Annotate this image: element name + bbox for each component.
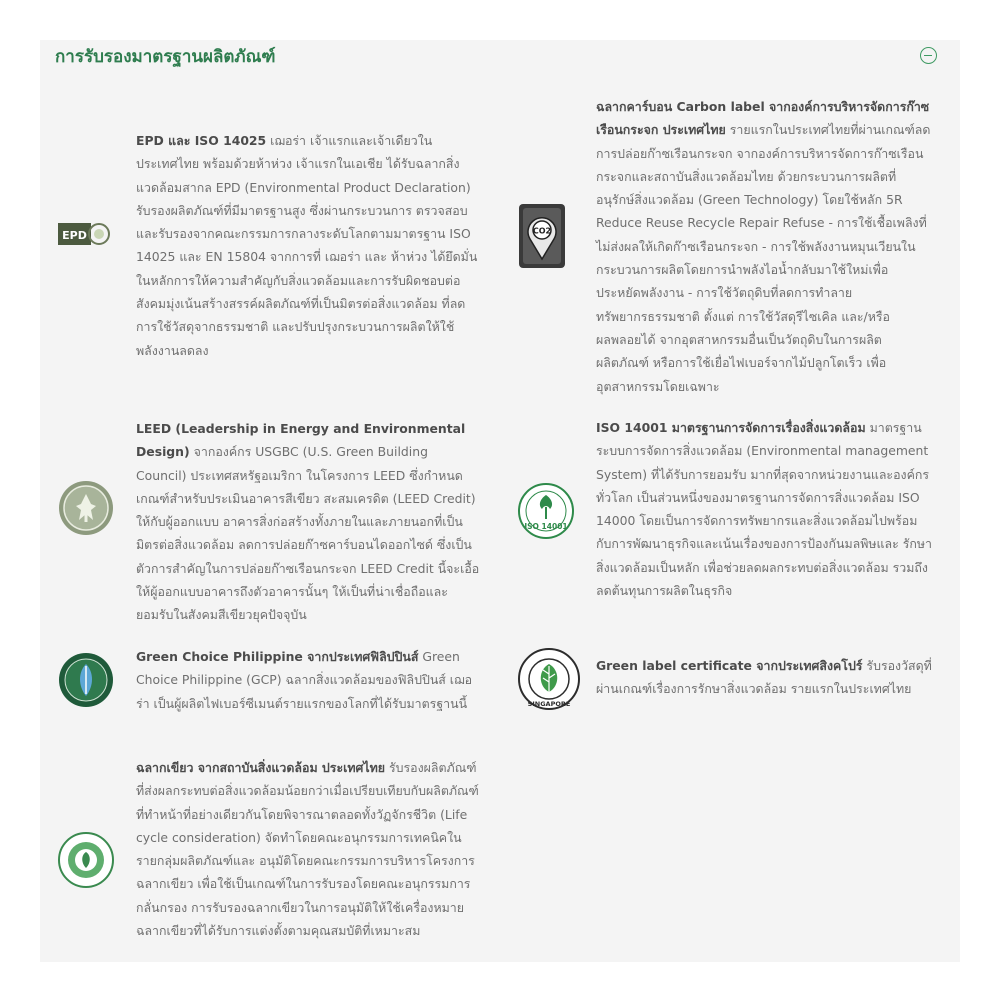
cert-heading: Green Choice Philippine จากประเทศฟิลิปปินส์ <box>136 649 419 664</box>
co2-carbon-label-icon <box>518 203 566 269</box>
cert-text-leed <box>136 417 481 627</box>
cert-heading: ISO 14001 มาตรฐานการจัดการเรื่องสิ่งแวดล้อม <box>596 420 866 435</box>
green-choice-philippines-logo-icon <box>58 652 114 708</box>
green-label-singapore-logo-icon <box>518 648 574 708</box>
cert-heading: Green label certificate จากประเทศสิงคโปร์ <box>596 658 863 673</box>
cert-heading: EPD และ ISO 14025 <box>136 133 267 148</box>
cert-text-green-label-singapore <box>596 654 932 701</box>
cert-heading: LEED (Leadership in Energy and Environmental Design) <box>136 421 466 460</box>
cert-text-thai-green-label <box>136 756 481 942</box>
iso-14001-logo-icon <box>518 483 574 539</box>
cert-text-carbon-label <box>596 95 932 398</box>
cert-text-epd <box>136 129 481 362</box>
cert-body: จากองค์กร USGBC (U.S. Green Building Council) ประเทศสหรัฐอเมริกา ในโครงการ LEED ซึ่งกำหนดเกณฑ์สำหรับประเมินอาคารสีเขียว สะสมเครดิต (LEED Credit) ให้กับผู้ออกแบบ อาคารสิ่งก่อสร้างทั้งภายในและภายนอกที่เป็นมิตรต่อสิ่งแวดล้อม ลดการปล่อยก๊าซคาร์บอนไดออกไซด์ ซึ่งเป็นตัวการสำคัญในการปล่อยก๊าซเรือนกระจก LEED Credit นี้จะเอื้อให้ผู้ออกแบบอาคารถึงตัวอาคารนั้นๆ ให้เป็นที่น่าเชื่อถือและยอมรับในสังคมสีเขียวยุคปัจจุบัน <box>136 444 480 623</box>
panel-header[interactable] <box>40 40 960 74</box>
cert-body: รายแรกในประเทศไทยที่ผ่านเกณฑ์ลดการปล่อยก๊าซเรือนกระจก จากองค์การบริหารจัดการก๊าซเรือนกระจกและสถาบันสิ่งแวดล้อมไทย ด้วยกระบวนการผลิตที่อนุรักษ์สิ่งแวดล้อม (Green Technology) โดยใช้หลัก 5R Reduce Reuse Recycle Repair Refuse - การใช้เชื้อเพลิงที่ไม่ส่งผลให้เกิดก๊าซเรือนกระจก - การใช้พลังงานหมุนเวียนในกระบวนการผลิตโดยการนำพลังไอน้ำกลับมาใช้ใหม่เพื่อประหยัดพลังงาน - การใช้วัตถุดิบที่ลดการทำลายทรัพยากรธรรมชาติ ตั้งแต่ การใช้วัสดุรีไซเคิล และ/หรือ ผลพลอยได้ จากอุตสาหกรรมอื่นเป็นวัตถุดิบในการผลิตผลิตภัณฑ์ หรือการใช้เยื่อไฟเบอร์จากไม้ปลูกโตเร็ว เพื่ออุตสาหกรรมโดยเฉพาะ <box>596 122 931 394</box>
cert-body: Green Choice Philippine (GCP) ฉลากสิ่งแวดล้อมของฟิลิปปินส์ เฌอร่า เป็นผู้ผลิตไฟเบอร์ซีเมนต์รายแรกของโลกที่ได้รับมาตรฐานนี้ <box>136 649 473 711</box>
certification-panel <box>40 40 960 962</box>
cert-body: เฌอร่า เจ้าแรกและเจ้าเดียวในประเทศไทย พร้อมด้วยห้าห่วง เจ้าแรกในเอเชีย ได้รับฉลากสิ่งแวดล้อมสากล EPD (Environmental Product Declaration) รับรองผลิตภัณฑ์ที่มีมาตรฐานสูง ซึ่งผ่านกระบวนการ ตรวจสอบและรับรองจากคณะกรรมการกลางระดับโลกตามมาตรฐาน ISO 14025 และ EN 15804 จากการที่ เฌอร่า และ ห้าห่วง ได้ยึดมั่นในหลักการให้ความสำคัญกับสิ่งแวดล้อมและการรับผิดชอบต่อสังคมมุ่งเน้นสร้างสรรค์ผลิตภัณฑ์ที่เป็นมิตรต่อสิ่งแวดล้อม ที่ลดการใช้วัสดุจากธรรมชาติ และปรับปรุงกระบวนการผลิตให้ใช้พลังงานลดลง <box>136 133 478 358</box>
cert-body: มาตรฐานระบบการจัดการสิ่งแวดล้อม (Environmental management System) ที่ได้รับการยอมรับ มากที่สุดจากหน่วยงานและองค์กรทั่วโลก เป็นส่วนหนึ่งของมาตรฐานการจัดการสิ่งแวดล้อม ISO 14000 โดยเป็นการจัดการทรัพยากรและสิ่งแวดล้อมไปพร้อมกับการพัฒนาธุรกิจและเน้นเรื่องของการป้องกันมลพิษและ รักษาสิ่งแวดล้อมเป็นหลัก เพื่อช่วยลดผลกระทบต่อสิ่งแวดล้อม รวมถึงลดต้นทุนการผลิตในธุรกิจ <box>596 420 932 599</box>
epd-logo-text: EPD <box>62 229 87 242</box>
panel-title: การรับรองมาตรฐานผลิตภัณฑ์ <box>55 47 276 67</box>
leed-logo-icon <box>58 480 114 536</box>
cert-text-green-choice <box>136 645 481 715</box>
singapore-logo-text: SINGAPORE <box>527 700 571 708</box>
iso-logo-text: ISO 14001 <box>524 522 568 531</box>
thai-green-label-logo-icon <box>58 832 114 888</box>
cert-text-iso-14001 <box>596 416 932 602</box>
cert-body: รับรองผลิตภัณฑ์ที่ส่งผลกระทบต่อสิ่งแวดล้อมน้อยกว่าเมื่อเปรียบเทียบกับผลิตภัณฑ์ที่ทำหน้าที่อย่างเดียวกันโดยพิจารณาตลอดทั้งวัฏจักรชีวิต (Life cycle consideration) จัดทำโดยคณะอนุกรรมการเทคนิคในรายกลุ่มผลิตภัณฑ์และ อนุมัติโดยคณะกรรมการบริหารโครงการฉลากเขียว เพื่อใช้เป็นเกณฑ์ในการรับรองโดยคณะอนุกรรมการกลั่นกรอง การรับรองฉลากเขียวในการอนุมัติให้ใช้เครื่องหมายฉลากเขียวที่ได้รับการแต่งตั้งตามคุณสมบัติที่เหมาะสม <box>136 760 479 939</box>
cert-body: รับรองวัสดุที่ผ่านเกณฑ์เรื่องการรักษาสิ่งแวดล้อม รายแรกในประเทศไทย <box>596 658 932 697</box>
collapse-minus-icon[interactable] <box>920 47 937 64</box>
cert-heading: ฉลากคาร์บอน Carbon label จากองค์การบริหารจัดการก๊าซเรือนกระจก ประเทศไทย <box>596 99 930 138</box>
cert-heading: ฉลากเขียว จากสถาบันสิ่งแวดล้อม ประเทศไทย <box>136 760 386 775</box>
epd-logo-icon <box>58 220 110 248</box>
co2-logo-text: CO2 <box>532 226 552 236</box>
